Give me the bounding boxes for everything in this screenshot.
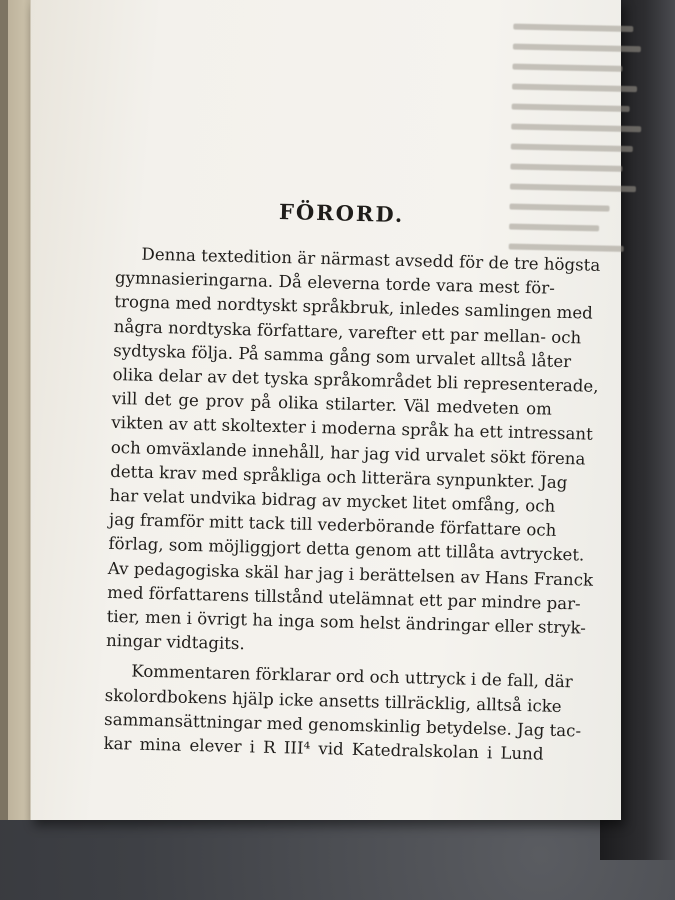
book-page [30,0,621,820]
text-line: gymnasieringarna. Då eleverna torde vara mest för- [114,268,556,298]
page-title: FÖRORD. [278,198,405,228]
preface-content [103,195,601,767]
text-line: Av pedagogiska skäl har jag i berättelsen av Hans Franck [107,558,594,590]
text-line: detta krav med språkliga och litterära synpunkter. Jag [110,461,568,492]
text-line: kar mina elever i R III⁴ vid Katedralskolan i Lund [103,733,544,764]
text-line: Kommentaren förklarar ord och uttryck i de fall, där [131,661,573,692]
text-line: olika delar av det tyska språkområdet bli representerade, [112,364,599,396]
text-line: förlag, som möjliggjort detta genom att tillåta avtrycket. [108,534,585,565]
text-line: sydtyska följa. På samma gång som urvalet alltså låter [112,340,572,371]
text-line: och omväxlande innehåll, har jag vid urvalet sökt förena [110,437,586,469]
text-line: har velat undvika bidrag av mycket litet omfång, och [109,485,556,516]
text-line: skolordbokens hjälp icke ansetts tillräcklig, alltså icke [104,685,562,716]
text-line: vill det ge prov på olika stilarter. Väl medveten om [111,389,553,419]
text-line: vikten av att skoltexter i moderna språk ha ett intressant [111,413,593,445]
text-line: trogna med nordtyskt språkbruk, inledes samlingen med [114,292,594,324]
paragraph-1 [105,242,601,664]
text-line: några nordtyska författare, varefter ett par mellan- och [113,316,582,347]
text-line: jag framför mitt tack till vederbörande författare och [108,510,557,541]
paragraph-2 [103,659,582,767]
text-line: tier, men i övrigt ha inga som helst ändringar eller stryk- [106,606,587,638]
text-line: sammansättningar med genomskinlig betydelse. Jag tac- [103,709,582,741]
text-line: ningar vidtagits. [105,631,245,654]
text-line: Denna textedition är närmast avsedd för de tre högsta [141,244,601,275]
book-spine [0,0,8,820]
text-line: med författarens tillstånd utelämnat ett par mindre par- [107,582,581,614]
